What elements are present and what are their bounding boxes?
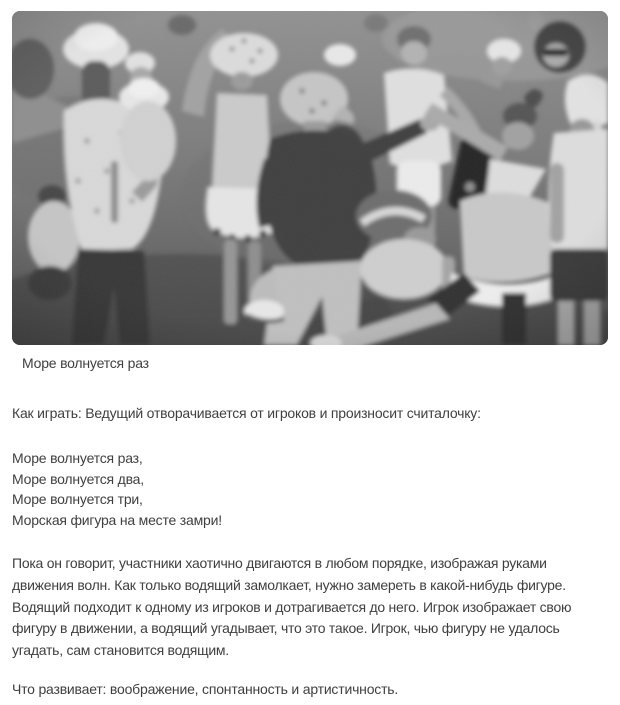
counting-rhyme [12, 448, 608, 530]
rhyme-line-1: Море волнуется раз, [12, 450, 143, 466]
photo-caption: Море волнуется раз [22, 355, 149, 371]
how-to-play-text: Как играть: Ведущий отворачивается от игроков и произносит считалочку: [12, 405, 481, 421]
photo-children-playing-game [12, 11, 608, 345]
develops-text: Что развивает: воображение, спонтанность и артистичность. [12, 680, 399, 697]
rhyme-line-2: Море волнуется два, [12, 470, 144, 487]
rhyme-line-3: Море волнуется три, [12, 491, 143, 507]
game-description-text: Пока он говорит, участники хаотично двигаются в любом порядке, изображая руками движения волн. Как только водящий замолкает, нужно замереть в какой-нибудь фигуре. Водящий подходит к одному из игроков и дотрагивается до него. Игрок изображает свою фигуру в движении, а водящий угадывает, что это такое. Игрок, чью фигуру не удалось угадать, сам становится водящим. [12, 555, 572, 659]
photo-illustration [12, 11, 608, 345]
rhyme-line-4: Морская фигура на месте замри! [12, 511, 222, 528]
